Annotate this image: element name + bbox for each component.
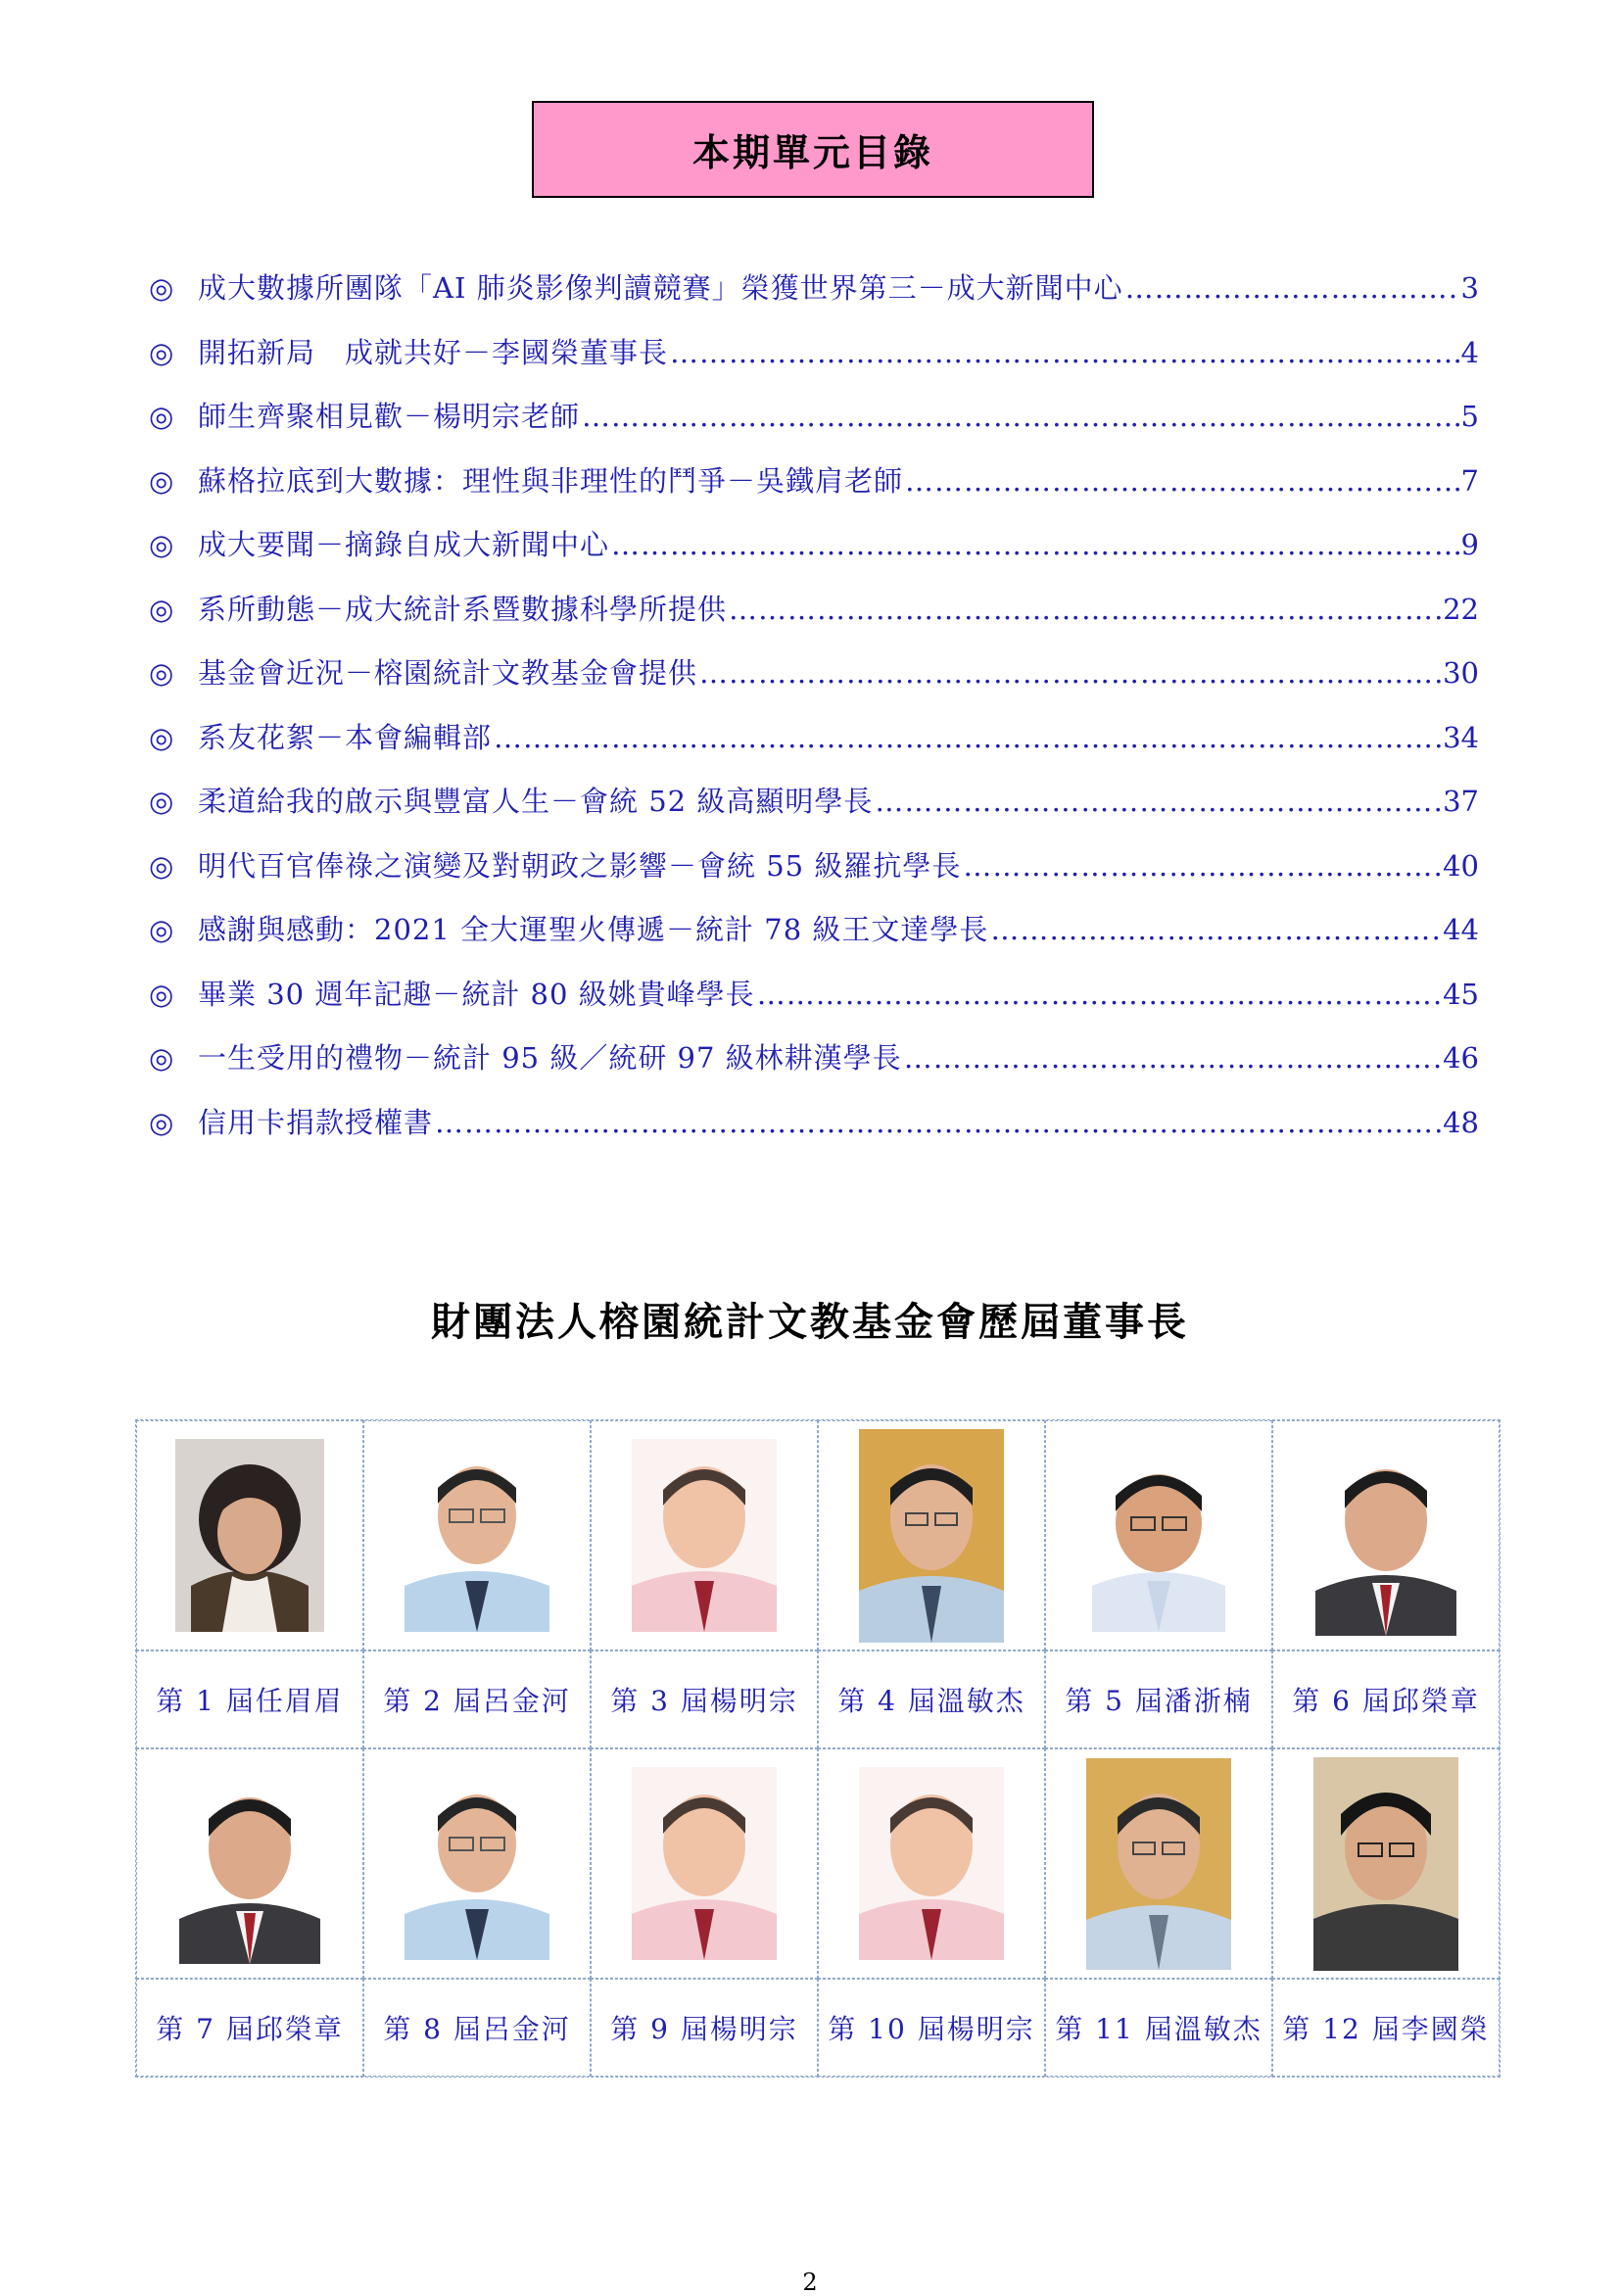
chair-label: 第 10 屆楊明宗 — [818, 1979, 1045, 2077]
dot-leader — [875, 785, 1441, 818]
toc-title: 明代百官俸祿之演變及對朝政之影響－會統 55 級羅抗學長 — [198, 848, 962, 883]
chair-label: 第 12 屆李國榮 — [1272, 1979, 1500, 2077]
toc-entry[interactable] — [149, 1036, 1479, 1101]
toc-title: 畢業 30 週年記趣－統計 80 級姚貴峰學長 — [198, 977, 755, 1011]
portrait-photo — [1086, 1758, 1231, 1970]
toc-page-number: 3 — [1460, 271, 1479, 305]
table-of-contents — [149, 266, 1479, 1165]
toc-title: 信用卡捐款授權書 — [198, 1105, 434, 1139]
photo-cell — [818, 1420, 1045, 1650]
dot-leader — [699, 656, 1441, 690]
bullet-icon: ◎ — [149, 271, 174, 305]
chair-label: 第 8 屆呂金河 — [363, 1979, 591, 2077]
toc-page-number: 7 — [1460, 463, 1479, 498]
toc-page-number: 5 — [1460, 400, 1479, 433]
photo-cell — [1272, 1420, 1500, 1650]
toc-page-number: 48 — [1443, 1105, 1479, 1139]
photo-cell — [136, 1748, 363, 1979]
bullet-icon: ◎ — [149, 913, 174, 946]
chair-label: 第 1 屆任眉眉 — [136, 1650, 363, 1748]
toc-title: 成大要聞－摘錄自成大新聞中心 — [198, 528, 610, 561]
chair-label: 第 9 屆楊明宗 — [591, 1979, 818, 2077]
page-number: 2 — [802, 2269, 818, 2296]
toc-entry[interactable] — [149, 588, 1479, 652]
portrait-photo — [175, 1439, 324, 1632]
chair-label: 第 2 屆呂金河 — [363, 1650, 591, 1748]
portrait-photo — [859, 1767, 1004, 1960]
bullet-icon: ◎ — [149, 1105, 174, 1139]
toc-entry[interactable] — [149, 651, 1479, 716]
toc-entry[interactable] — [149, 844, 1479, 909]
toc-entry[interactable] — [149, 395, 1479, 459]
photo-cell — [1045, 1420, 1272, 1650]
bullet-icon: ◎ — [149, 592, 174, 626]
portrait-photo — [167, 1764, 332, 1964]
toc-entry[interactable] — [149, 1101, 1479, 1166]
portrait-photo — [1304, 1436, 1468, 1636]
toc-page-number: 45 — [1443, 977, 1479, 1011]
toc-title: 感謝與感動：2021 全大運聖火傳遞－統計 78 級王文達學長 — [198, 913, 989, 946]
toc-page-number: 40 — [1443, 848, 1479, 883]
photo-cell — [591, 1420, 818, 1650]
dot-leader — [582, 400, 1459, 433]
portrait-photo — [405, 1439, 549, 1632]
dot-leader — [904, 1041, 1441, 1075]
toc-page-number: 30 — [1443, 656, 1479, 690]
photo-cell — [1272, 1748, 1500, 1979]
portrait-photo — [632, 1439, 777, 1632]
dot-leader — [435, 1106, 1441, 1139]
toc-title: 基金會近況－榕園統計文教基金會提供 — [198, 656, 698, 690]
dot-leader — [1125, 271, 1459, 305]
toc-title: 蘇格拉底到大數據：理性與非理性的鬥爭－吳鐵肩老師 — [198, 463, 904, 498]
dot-leader — [757, 978, 1441, 1011]
photo-cell — [591, 1748, 818, 1979]
portrait-photo — [405, 1767, 549, 1960]
dot-leader — [611, 528, 1459, 561]
toc-title: 開拓新局 成就共好－李國榮董事長 — [198, 335, 669, 369]
toc-page-number: 44 — [1443, 913, 1479, 946]
portrait-photo — [859, 1429, 1004, 1643]
bullet-icon: ◎ — [149, 528, 174, 561]
dot-leader — [729, 593, 1441, 626]
toc-entry[interactable] — [149, 716, 1479, 781]
chair-label: 第 7 屆邱榮章 — [136, 1979, 363, 2077]
portrait-photo — [1086, 1439, 1231, 1632]
bullet-icon: ◎ — [149, 848, 174, 883]
toc-entry[interactable] — [149, 973, 1479, 1037]
photo-cell — [136, 1420, 363, 1650]
bullet-icon: ◎ — [149, 1041, 174, 1075]
bullet-icon: ◎ — [149, 400, 174, 433]
bullet-icon: ◎ — [149, 977, 174, 1011]
toc-title: 師生齊聚相見歡－楊明宗老師 — [198, 400, 581, 433]
toc-page-number: 46 — [1443, 1041, 1479, 1075]
photo-cell — [1045, 1748, 1272, 1979]
toc-page-number: 34 — [1443, 720, 1479, 754]
portrait-photo — [1313, 1757, 1458, 1971]
toc-title: 柔道給我的啟示與豐富人生－會統 52 級高顯明學長 — [198, 785, 874, 818]
dot-leader — [905, 464, 1459, 498]
chair-label: 第 5 屆潘浙楠 — [1045, 1650, 1272, 1748]
photo-cell — [363, 1748, 591, 1979]
dot-leader — [494, 721, 1441, 754]
toc-entry[interactable] — [149, 908, 1479, 973]
toc-title: 系所動態－成大統計系暨數據科學所提供 — [198, 592, 728, 626]
bullet-icon: ◎ — [149, 463, 174, 498]
toc-title: 系友花絮－本會編輯部 — [198, 720, 493, 754]
toc-page-number: 4 — [1460, 335, 1479, 369]
dot-leader — [670, 336, 1459, 369]
chairman-grid — [135, 1419, 1501, 2078]
dot-leader — [990, 913, 1441, 946]
chair-label: 第 4 屆溫敏杰 — [818, 1650, 1045, 1748]
bullet-icon: ◎ — [149, 720, 174, 754]
toc-title: 成大數據所團隊「AI 肺炎影像判讀競賽」榮獲世界第三－成大新聞中心 — [198, 271, 1123, 305]
board-title: 財團法人榕園統計文教基金會歷屆董事長 — [431, 1299, 1189, 1345]
toc-entry[interactable] — [149, 523, 1479, 588]
chair-label: 第 11 屆溫敏杰 — [1045, 1979, 1272, 2077]
toc-entry[interactable] — [149, 331, 1479, 396]
section-title-box — [532, 101, 1094, 198]
toc-page-number: 22 — [1443, 592, 1479, 626]
photo-cell — [363, 1420, 591, 1650]
dot-leader — [963, 849, 1441, 883]
bullet-icon: ◎ — [149, 335, 174, 369]
chair-label: 第 6 屆邱榮章 — [1272, 1650, 1500, 1748]
toc-entry[interactable] — [149, 266, 1479, 331]
bullet-icon: ◎ — [149, 785, 174, 818]
toc-entry[interactable] — [149, 459, 1479, 524]
section-title: 本期單元目錄 — [691, 130, 933, 174]
toc-title: 一生受用的禮物－統計 95 級／統研 97 級林耕漢學長 — [198, 1041, 902, 1075]
photo-cell — [818, 1748, 1045, 1979]
bullet-icon: ◎ — [149, 656, 174, 690]
portrait-photo — [632, 1767, 777, 1960]
toc-entry[interactable] — [149, 780, 1479, 844]
toc-page-number: 37 — [1443, 785, 1479, 818]
toc-page-number: 9 — [1460, 528, 1479, 561]
chair-label: 第 3 屆楊明宗 — [591, 1650, 818, 1748]
